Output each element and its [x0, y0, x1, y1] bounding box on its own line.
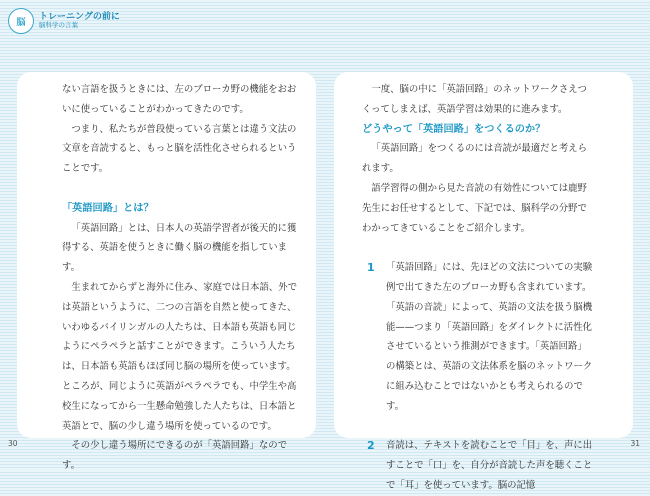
left-page [17, 72, 316, 472]
item-text: 音読は、テキストを読むことで「目」を、声に出すことで「口」を、自分が音読した声を聴くことで「耳」を使っています。脳の記憶 [386, 440, 593, 491]
badge-text: 脳 [16, 17, 26, 28]
left-page-number: 30 [8, 439, 18, 448]
right-page-number: 31 [630, 439, 640, 448]
left-section-heading: 「英語回路」とは？ [62, 202, 154, 214]
running-header [8, 6, 120, 36]
spacer [62, 179, 298, 199]
series-subtitle: 脳科学の言葉 [39, 21, 78, 30]
right-paragraph-3: 語学習得の側から見た音読の有効性については鹿野先生にお任せするとして、下記では、脳科学の分野でわかってきていることをご紹介します。 [362, 182, 587, 234]
left-paragraph-4: 生まれてからずと海外に住み、家庭では日本語、外では英語というように、二つの言語を自然と使ってきた、いわゆるバイリンガルの人たちは、日本語も英語も同じようにペラペラと話すことができます。こういう人たちは、日本語も英語もほぼ同じ脳の場所を使っています。ところが、同じように英語がペラペラでも、中学生や高校生になってから一生懸命勉強した人たちは、日本語と英語とで、脳の少し違う場所を使っているのです。 [62, 281, 297, 432]
numbered-item [362, 258, 593, 416]
left-paragraph-3: 「英語回路」とは、日本人の英語学習者が後天的に獲得する、英語を使うときに働く脳の機能を指しています。 [62, 222, 297, 274]
spacer [362, 417, 593, 437]
left-paragraph-5: その少し違う場所にできるのが「英語回路」なのです。 [62, 440, 288, 472]
spacer [362, 238, 593, 258]
numbered-item [362, 436, 593, 495]
item-text: 「英語回路」には、先ほどの文法についての実験例で出てきた左のブローカ野も含まれています。「英語の音読」によって、英語の文法を扱う脳機能——つまり「英語回路」をダイレクトに活性化させているという推測ができます。「英語回路」の構築とは、英語の文法体系を脳のネットワークに組み込むことではないかとも考えられるのです。 [386, 262, 593, 412]
right-section-heading: どうやって「英語回路」をつくるのか？ [362, 123, 546, 135]
item-number: 2 [367, 439, 375, 453]
right-paragraph-2: 「英語回路」をつくるのには音読が最適だと考えられます。 [362, 143, 588, 175]
header-text [39, 12, 120, 30]
left-paragraph-1: ない言語を扱うときには、左のブローカ野の機能をおおいに使っていることがわかってきたのです。 [62, 84, 297, 115]
item-number: 1 [367, 261, 375, 275]
right-paragraph-1: 一度、脳の中に「英語回路」のネットワークさえつくってしまえば、英語学習は効果的に進みます。 [362, 84, 587, 115]
left-paragraph-2: つまり、私たちが普段使っている言葉とは違う文法の文章を音読すると、もっと脳を活性化させられるということです。 [62, 123, 297, 175]
brain-badge-icon [8, 8, 34, 34]
series-title: トレーニングの前に [39, 12, 120, 23]
right-page [334, 72, 633, 491]
